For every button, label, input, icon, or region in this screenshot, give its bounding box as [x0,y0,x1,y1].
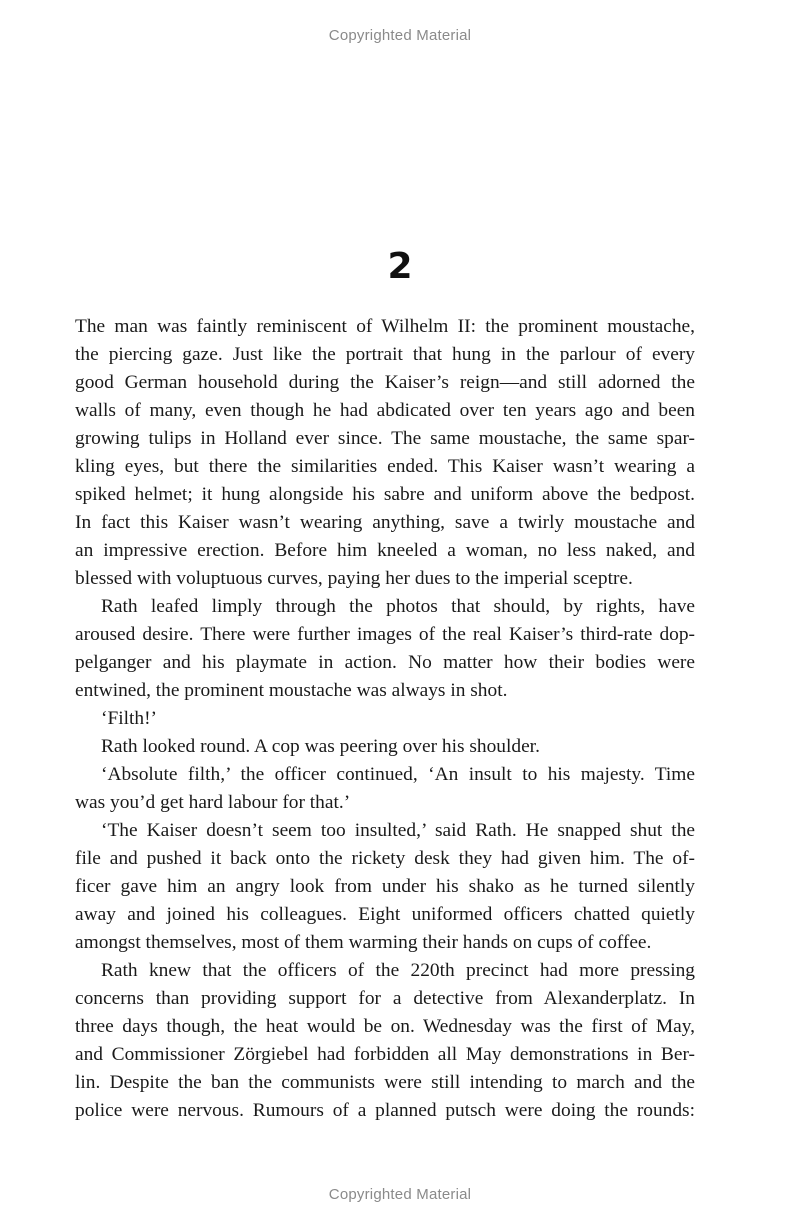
text-line: growing tulips in Holland ever since. The same moustache, the same spar- [75,428,695,449]
text-line: and Commissioner Zörgiebel had forbidden all May demonstrations in Ber- [75,1044,695,1065]
paragraph [75,313,695,593]
paragraph [75,705,695,733]
text-line: kling eyes, but there the similarities ended. This Kaiser wasn’t wearing a [75,456,695,477]
text-line: away and joined his colleagues. Eight uniformed officers chatted quietly [75,904,695,925]
text-line: concerns than providing support for a detective from Alexanderplatz. In [75,988,695,1009]
paragraph [75,957,695,1125]
text-line: The man was faintly reminiscent of Wilhelm II: the prominent moustache, [75,316,695,337]
text-line: three days though, the heat would be on. Wednesday was the first of May, [75,1016,695,1037]
text-line: entwined, the prominent moustache was always in shot. [75,680,508,701]
paragraph [75,761,695,817]
text-line: amongst themselves, most of them warming their hands on cups of coffee. [75,932,652,953]
copyright-watermark-bottom: Copyrighted Material [328,1186,472,1203]
chapter-number: 2 [387,246,413,287]
text-line: blessed with voluptuous curves, paying her dues to the imperial sceptre. [75,568,633,589]
text-line: In fact this Kaiser wasn’t wearing anything, save a twirly moustache and [75,512,695,533]
text-line: spiked helmet; it hung alongside his sabre and uniform above the bedpost. [75,484,695,505]
text-line: was you’d get hard labour for that.’ [75,792,351,813]
body-text [75,313,695,1125]
paragraph [75,593,695,705]
paragraph [75,733,695,761]
text-line: ‘The Kaiser doesn’t seem too insulted,’ said Rath. He snapped shut the [101,820,695,841]
text-line: file and pushed it back onto the rickety desk they had given him. The of- [75,848,695,869]
text-line: walls of many, even though he had abdicated over ten years ago and been [75,400,695,421]
paragraph [75,817,695,957]
text-line: Rath leafed limply through the photos that should, by rights, have [101,596,695,617]
copyright-watermark-top: Copyrighted Material [328,27,472,44]
text-line: pelganger and his playmate in action. No matter how their bodies were [75,652,695,673]
text-line: good German household during the Kaiser’s reign—and still adorned the [75,372,695,393]
text-line: police were nervous. Rumours of a planned putsch were doing the rounds: [75,1100,695,1121]
text-line: Rath looked round. A cop was peering over his shoulder. [101,736,540,757]
text-line: lin. Despite the ban the communists were still intending to march and the [75,1072,695,1093]
text-line: aroused desire. There were further images of the real Kaiser’s third-rate dop- [75,624,695,645]
text-line: ficer gave him an angry look from under his shako as he turned silently [75,876,695,897]
text-line: Rath knew that the officers of the 220th precinct had more pressing [101,960,695,981]
text-line: the piercing gaze. Just like the portrait that hung in the parlour of every [75,344,695,365]
text-line: ‘Filth!’ [101,708,158,729]
text-line: an impressive erection. Before him kneeled a woman, no less naked, and [75,540,695,561]
text-line: ‘Absolute filth,’ the officer continued, ‘An insult to his majesty. Time [101,764,695,785]
